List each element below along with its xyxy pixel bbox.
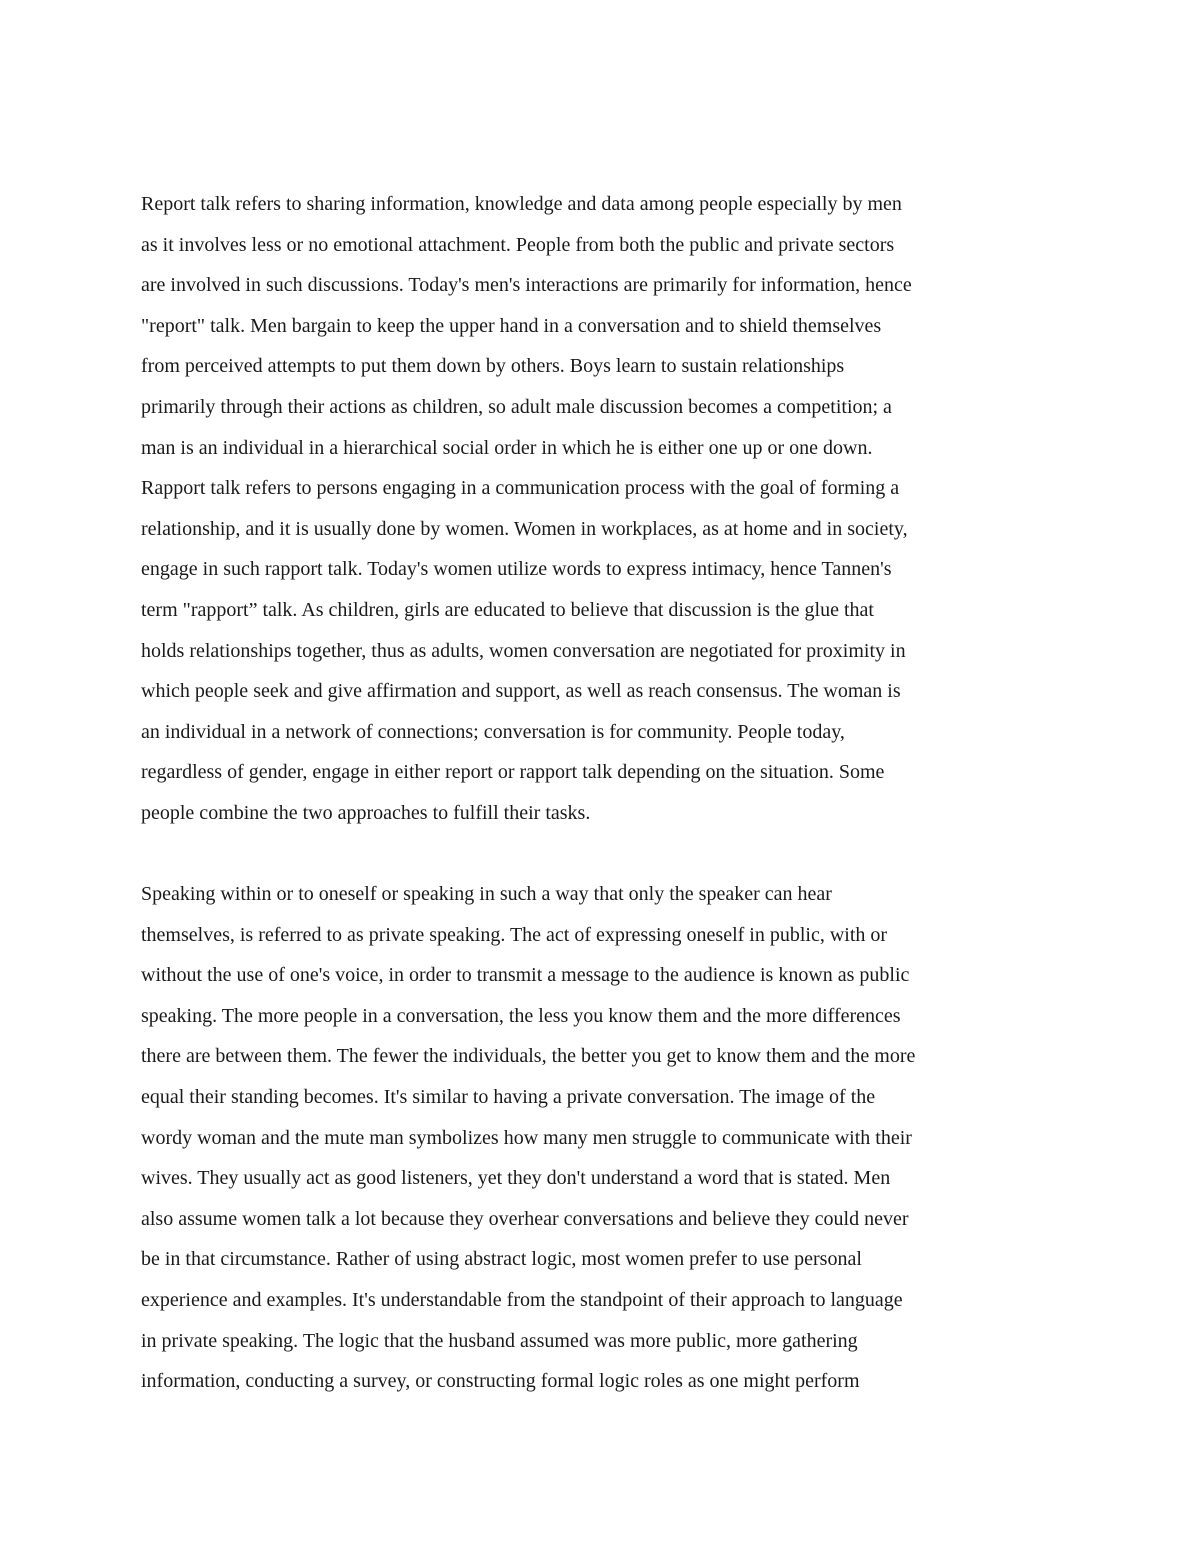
text-line: which people seek and give affirmation and support, as well as reach consensus. The woman is xyxy=(141,680,901,703)
text-line: term "rapport” talk. As children, girls are educated to believe that discussion is the glue that xyxy=(141,598,874,621)
text-line: an individual in a network of connections; conversation is for community. People today, xyxy=(141,720,845,743)
paragraph-spacer xyxy=(141,834,1061,875)
paragraph-report-rapport-talk xyxy=(141,184,1061,834)
text-line: primarily through their actions as children, so adult male discussion becomes a competition; a xyxy=(141,395,892,418)
text-line: Speaking within or to oneself or speaking in such a way that only the speaker can hear xyxy=(141,883,832,906)
text-line: man is an individual in a hierarchical social order in which he is either one up or one down. xyxy=(141,436,873,459)
text-line: in private speaking. The logic that the husband assumed was more public, more gathering xyxy=(141,1329,858,1352)
text-line: Rapport talk refers to persons engaging in a communication process with the goal of forming a xyxy=(141,477,900,500)
text-line: experience and examples. It's understandable from the standpoint of their approach to language xyxy=(141,1289,903,1312)
text-line: regardless of gender, engage in either report or rapport talk depending on the situation. Some xyxy=(141,761,885,784)
text-line: are involved in such discussions. Today's men's interactions are primarily for information, hence xyxy=(141,274,912,297)
text-line: there are between them. The fewer the individuals, the better you get to know them and the more xyxy=(141,1045,916,1068)
paragraph-private-public-speaking xyxy=(141,874,1061,1402)
text-line: be in that circumstance. Rather of using abstract logic, most women prefer to use personal xyxy=(141,1248,862,1271)
text-line: wives. They usually act as good listeners, yet they don't understand a word that is stated. Men xyxy=(141,1167,891,1190)
text-line: from perceived attempts to put them down by others. Boys learn to sustain relationships xyxy=(141,355,845,378)
text-line: speaking. The more people in a conversation, the less you know them and the more differences xyxy=(141,1004,901,1027)
text-line: Report talk refers to sharing information, knowledge and data among people especially by men xyxy=(141,193,902,215)
text-line: equal their standing becomes. It's similar to having a private conversation. The image of the xyxy=(141,1086,876,1109)
text-line: wordy woman and the mute man symbolizes how many men struggle to communicate with their xyxy=(141,1126,912,1149)
text-line: relationship, and it is usually done by women. Women in workplaces, as at home and in society, xyxy=(141,517,908,540)
text-line: themselves, is referred to as private speaking. The act of expressing oneself in public, with or xyxy=(141,923,888,946)
text-line: as it involves less or no emotional attachment. People from both the public and private sectors xyxy=(141,233,895,256)
text-line: "report" talk. Men bargain to keep the upper hand in a conversation and to shield themselves xyxy=(141,314,882,337)
text-line: people combine the two approaches to fulfill their tasks. xyxy=(141,801,591,824)
text-line: without the use of one's voice, in order to transmit a message to the audience is known as public xyxy=(141,964,910,987)
text-line: also assume women talk a lot because they overhear conversations and believe they could never xyxy=(141,1207,909,1230)
text-line: information, conducting a survey, or constructing formal logic roles as one might perform xyxy=(141,1370,860,1393)
document-body xyxy=(141,184,1061,1402)
text-line: holds relationships together, thus as adults, women conversation are negotiated for proximity in xyxy=(141,639,906,662)
text-line: engage in such rapport talk. Today's women utilize words to express intimacy, hence Tannen's xyxy=(141,558,892,581)
